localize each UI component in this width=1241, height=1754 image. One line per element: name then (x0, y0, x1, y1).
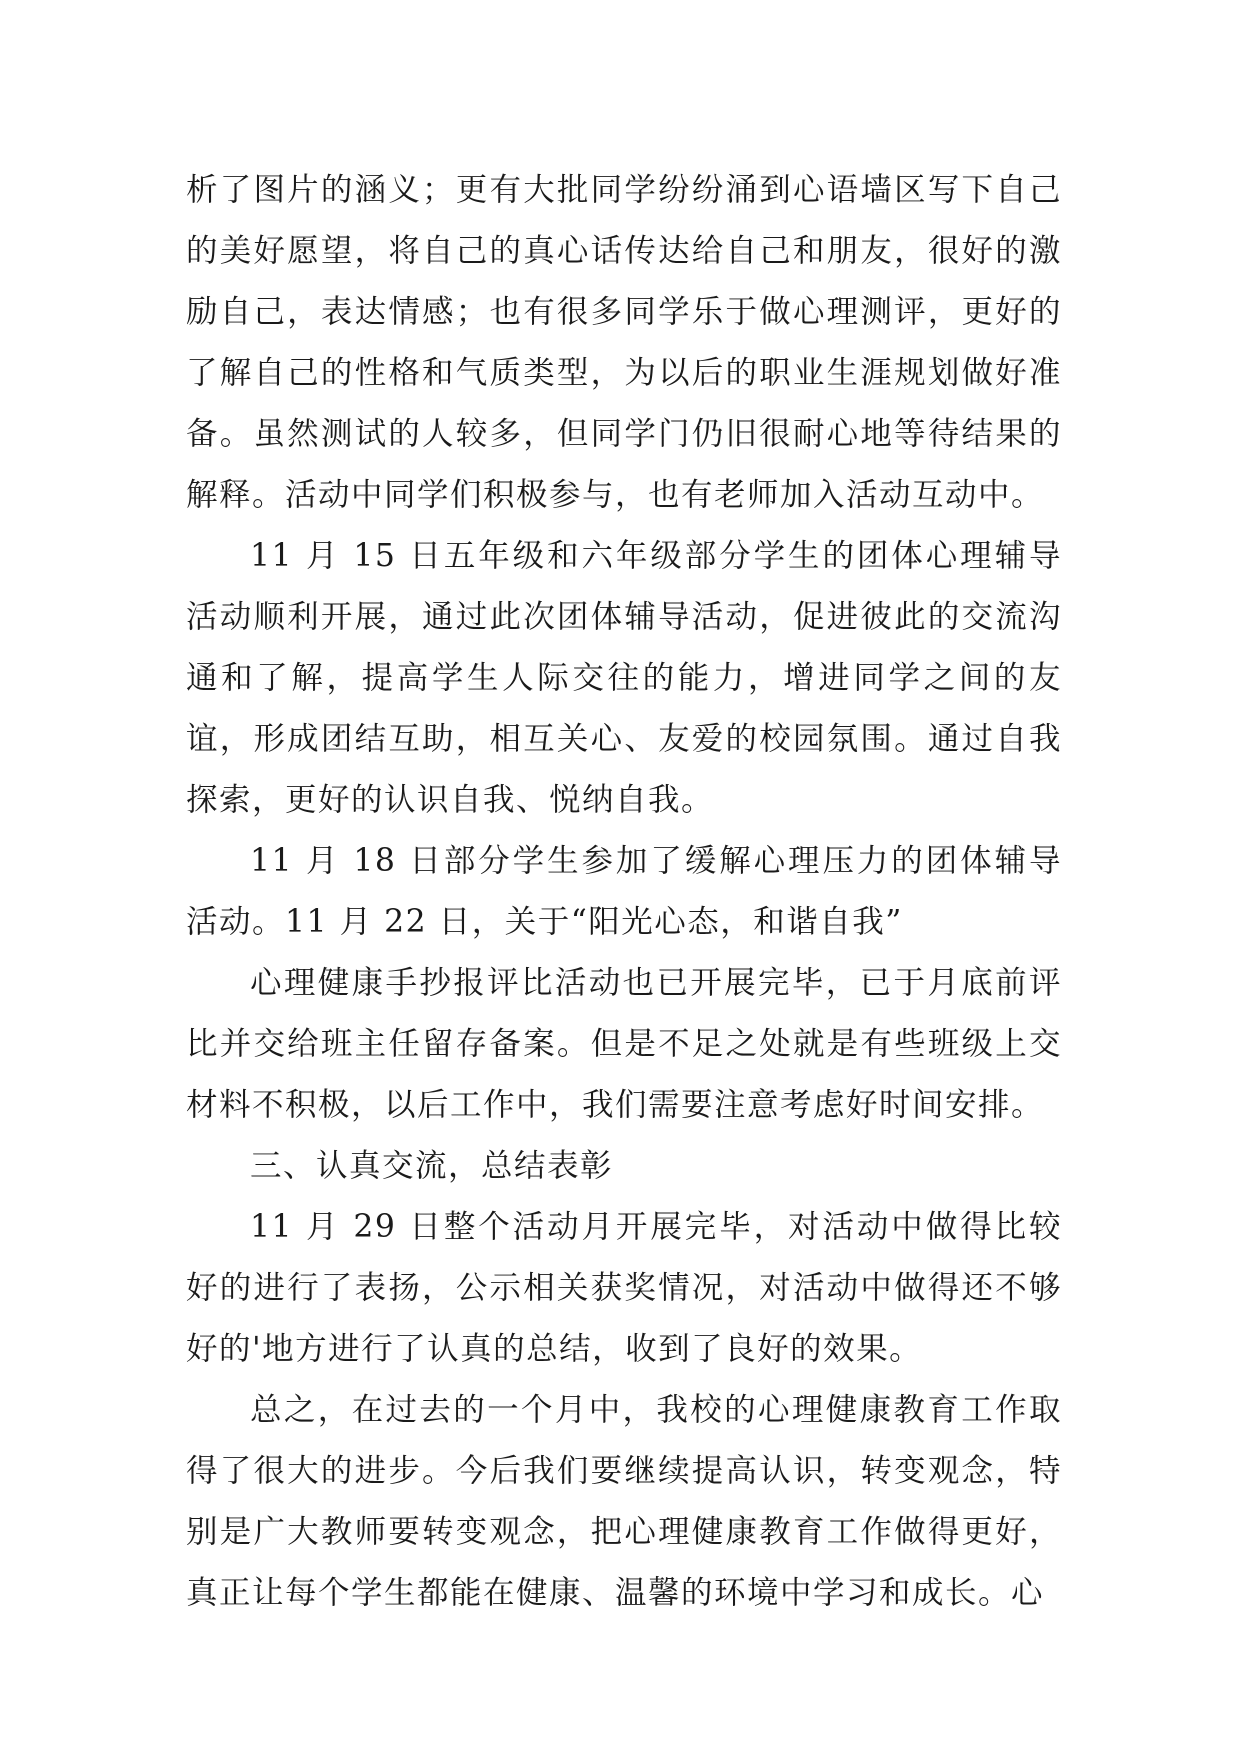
paragraph-nov15-group-counseling: 11 月 15 日五年级和六年级部分学生的团体心理辅导活动顺利开展，通过此次团体辅导活动，促进彼此的交流沟通和了解，提高学生人际交往的能力，增进同学之间的友谊，形成团结互助，相互关心、友爱的校园氛围。通过自我探索，更好的认识自我、悦纳自我。 (186, 538, 1062, 818)
paragraph-nov18-stress-relief: 11 月 18 日部分学生参加了缓解心理压力的团体辅导活动。11 月 22 日，关于“阳光心态，和谐自我” (186, 843, 1062, 940)
section-heading-summary: 三、认真交流，总结表彰 (250, 1148, 614, 1184)
paragraph-nov29-conclusion: 11 月 29 日整个活动月开展完毕，对活动中做得比较好的进行了表扬，公示相关获奖情况，对活动中做得还不够好的'地方进行了认真的总结，收到了良好的效果。 (186, 1209, 1062, 1367)
paragraph-activity-description: 析了图片的涵义；更有大批同学纷纷涌到心语墙区写下自己的美好愿望，将自己的真心话传达给自己和朋友，很好的激励自己，表达情感；也有很多同学乐于做心理测评，更好的了解自己的性格和气质类型，为以后的职业生涯规划做好准备。虽然测试的人较多，但同学门仍旧很耐心地等待结果的解释。活动中同学们积极参与，也有老师加入活动互动中。 (186, 172, 1062, 513)
paragraph-overall-summary: 总之，在过去的一个月中，我校的心理健康教育工作取得了很大的进步。今后我们要继续提高认识，转变观念，特别是广大教师要转变观念，把心理健康教育工作做得更好，真正让每个学生都能在健康、温馨的环境中学习和成长。心 (186, 1392, 1062, 1611)
document-page (186, 160, 1062, 1624)
paragraph-handwritten-newspaper: 心理健康手抄报评比活动也已开展完毕，已于月底前评比并交给班主任留存备案。但是不足之处就是有些班级上交材料不积极，以后工作中，我们需要注意考虑好时间安排。 (186, 965, 1062, 1123)
